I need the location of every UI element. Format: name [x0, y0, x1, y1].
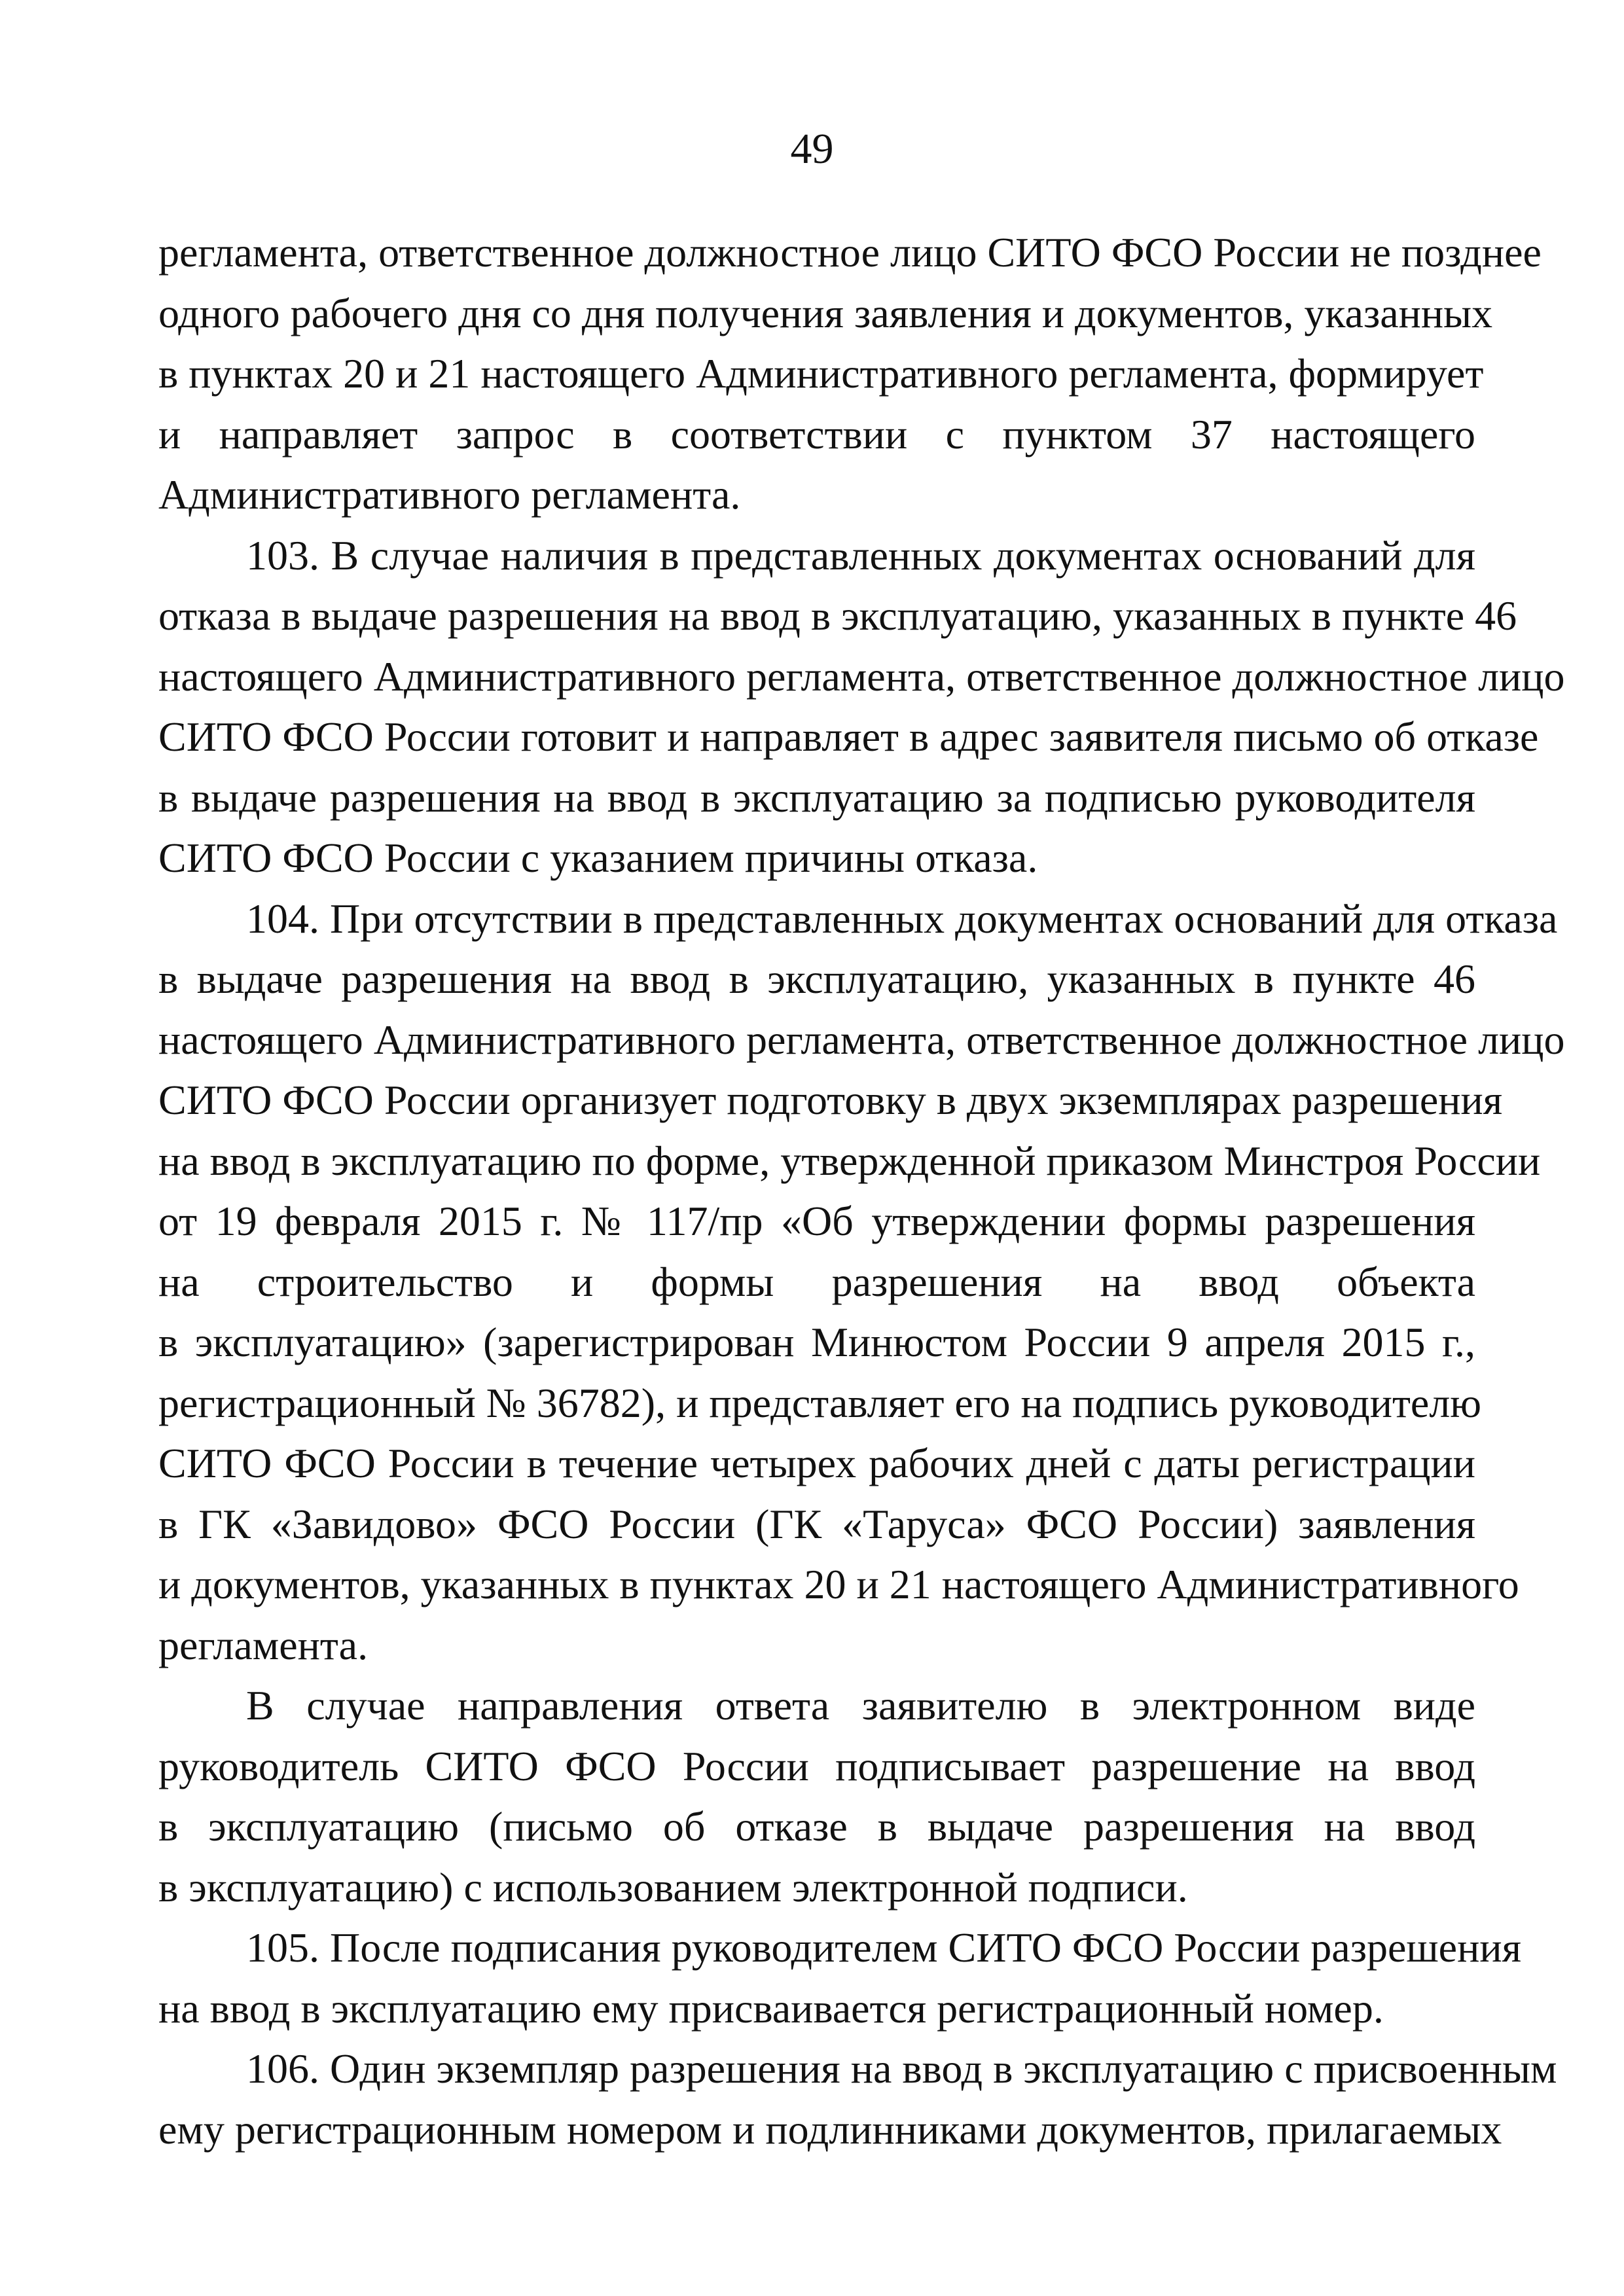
text-line: в эксплуатацию) с использованием электронной подписи. [158, 1863, 1188, 1910]
text-line: одного рабочего дня со дня получения заявления и документов, указанных [158, 289, 1493, 336]
text-line: настоящего Административного регламента, ответственное должностное лицо [158, 653, 1565, 700]
text-line: В случае направления ответа заявителю в электронном виде [246, 1682, 1475, 1729]
text-line: и документов, указанных в пунктах 20 и 21 настоящего Административного [158, 1561, 1519, 1607]
text-line: регламента, ответственное должностное лицо СИТО ФСО России не позднее [158, 229, 1542, 276]
text-line: СИТО ФСО России готовит и направляет в адрес заявителя письмо об отказе [158, 713, 1539, 760]
text-line: в ГК «Завидово» ФСО России (ГК «Таруса» ФСО России) заявления [158, 1500, 1475, 1547]
paragraph-103 [158, 526, 1565, 889]
text-line: и направляет запрос в соответствии с пунктом 37 настоящего [158, 410, 1475, 457]
paragraph-electronic-response [158, 1676, 1475, 1918]
text-line: ему регистрационным номером и подлинниками документов, прилагаемых [158, 2106, 1502, 2153]
text-line: в выдаче разрешения на ввод в эксплуатацию за подписью руководителя [158, 774, 1475, 821]
text-line: руководитель СИТО ФСО России подписывает разрешение на ввод [158, 1742, 1475, 1789]
text-line: 105. После подписания руководителем СИТО ФСО России разрешения [246, 1924, 1521, 1971]
text-line: в эксплуатацию» (зарегистрирован Минюстом России 9 апреля 2015 г., [158, 1319, 1475, 1365]
text-line: настоящего Административного регламента, ответственное должностное лицо [158, 1016, 1565, 1063]
text-line: 103. В случае наличия в представленных документах оснований для [246, 531, 1475, 579]
text-line: в выдаче разрешения на ввод в эксплуатацию, указанных в пункте 46 [158, 956, 1475, 1002]
text-line: регистрационный № 36782), и представляет его на подпись руководителю [158, 1379, 1482, 1426]
text-line: 104. При отсутствии в представленных документах оснований для отказа [246, 895, 1558, 942]
paragraph-104 [158, 889, 1565, 1676]
text-line: отказа в выдаче разрешения на ввод в эксплуатацию, указанных в пункте 46 [158, 592, 1517, 639]
text-line: на ввод в эксплуатацию по форме, утвержденной приказом Минстроя России [158, 1137, 1541, 1184]
text-line: на строительство и формы разрешения на ввод объекта [158, 1258, 1475, 1305]
text-line: 106. Один экземпляр разрешения на ввод в эксплуатацию с присвоенным [246, 2045, 1557, 2092]
text-line: СИТО ФСО России в течение четырех рабочих дней с даты регистрации [158, 1440, 1475, 1486]
text-line: от 19 февраля 2015 г. № 117/пр «Об утверждении формы разрешения [158, 1198, 1475, 1244]
paragraph-105 [158, 1918, 1521, 2039]
document-body [158, 223, 1565, 2160]
paragraph-106 [158, 2039, 1557, 2160]
text-line: в пунктах 20 и 21 настоящего Административного регламента, формирует [158, 350, 1484, 397]
text-line: СИТО ФСО России с указанием причины отказа. [158, 834, 1038, 881]
text-line: Административного регламента. [158, 471, 741, 518]
text-line: регламента. [158, 1621, 369, 1668]
text-line: на ввод в эксплуатацию ему присваивается регистрационный номер. [158, 1984, 1384, 2032]
text-line: в эксплуатацию (письмо об отказе в выдаче разрешения на ввод [158, 1803, 1475, 1850]
page-number: 49 [790, 125, 834, 173]
paragraph-continuation [158, 223, 1542, 526]
text-line: СИТО ФСО России организует подготовку в двух экземплярах разрешения [158, 1077, 1503, 1123]
